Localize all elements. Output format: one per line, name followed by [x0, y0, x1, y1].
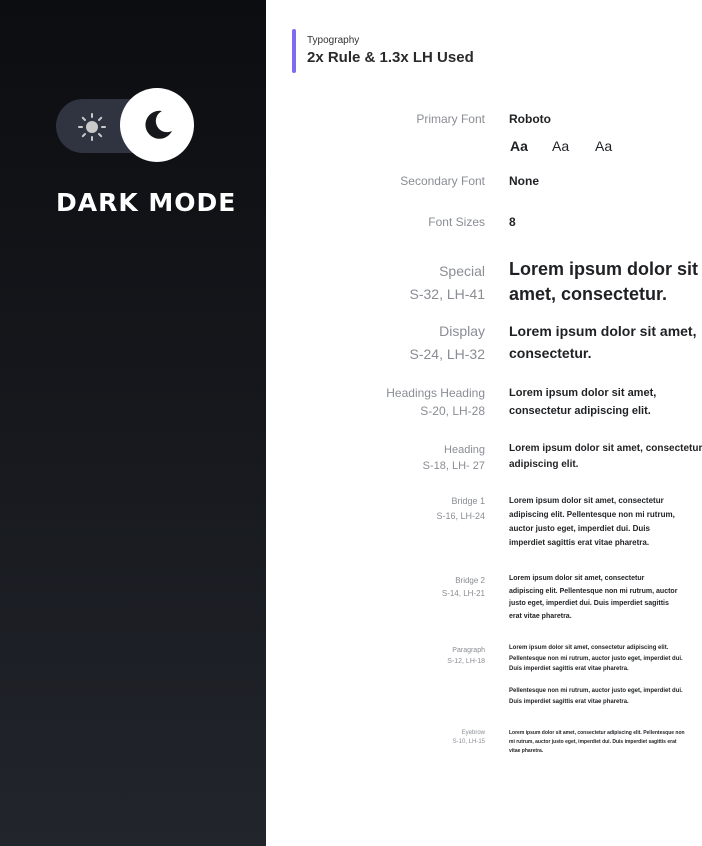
- style-label-eyebrow: [453, 729, 485, 747]
- sample-line: consectetur adipiscing elit.: [509, 405, 651, 417]
- style-label-paragraph: [447, 645, 485, 667]
- sample-line: adipiscing elit. Pellentesque non mi rutrum, auctor: [509, 587, 678, 595]
- style-label-bridge-2: [442, 574, 485, 600]
- style-name: Bridge 1: [451, 496, 485, 506]
- sample-line: auctor justo eget, imperdiet dui. Duis: [509, 524, 650, 533]
- sample-line: vitae pharetra.: [509, 748, 544, 754]
- sample-display: [509, 320, 697, 364]
- moon-icon: [140, 107, 176, 143]
- sample-line: justo eget, imperdiet dui. Duis imperdiet sagittis: [509, 600, 669, 607]
- sample-line: Duis imperdiet sagittis erat vitae pharetra.: [509, 698, 629, 705]
- sample-bridge-2: [509, 573, 678, 623]
- sample-paragraph: [509, 643, 683, 675]
- style-name: Headings Heading: [386, 386, 485, 400]
- style-label-heading: [423, 442, 485, 474]
- style-spec: S-12, LH-18: [447, 658, 485, 665]
- style-name: Heading: [444, 444, 485, 456]
- primary-font-label: Primary Font: [416, 112, 485, 126]
- sample-line: Lorem ipsum dolor sit amet,: [509, 387, 657, 399]
- weight-sample-bold: Aa: [510, 138, 528, 154]
- sample-headings-heading: [509, 384, 656, 420]
- font-sizes-value: 8: [509, 215, 516, 229]
- sample-eyebrow: [509, 729, 685, 756]
- style-label-bridge-1: [436, 494, 485, 524]
- sample-paragraph-2: [509, 686, 683, 707]
- style-spec: S-14, LH-21: [441, 589, 485, 598]
- weight-sample-medium: Aa: [552, 138, 570, 154]
- sample-line: Pellentesque non mi rutrum, auctor justo eget, imperdiet dui.: [509, 688, 683, 694]
- style-name: Special: [439, 263, 485, 279]
- sample-line: Lorem ipsum dolor sit amet,: [509, 323, 697, 339]
- style-spec: S-16, LH-24: [436, 511, 485, 521]
- secondary-font-value: None: [509, 174, 539, 188]
- style-name: Display: [439, 323, 485, 339]
- style-spec: S-24, LH-32: [409, 346, 485, 362]
- sample-line: amet, consectetur.: [509, 284, 668, 304]
- sample-line: Lorem ipsum dolor sit amet, consectetur: [509, 443, 702, 454]
- style-spec: S-20, LH-28: [420, 404, 485, 418]
- sample-special: [509, 257, 699, 307]
- sample-line: erat vitae pharetra.: [509, 612, 572, 620]
- sample-line: mi rutrum, auctor justo eget, imperdiet dui. Duis imperdiet sagittis erat: [509, 739, 677, 745]
- section-eyebrow: Typography: [307, 35, 360, 46]
- dark-mode-title: DARK MODE: [56, 188, 237, 217]
- sample-line: imperdiet sagittis erat vitae pharetra.: [509, 538, 650, 547]
- sample-line: adipiscing elit.: [509, 459, 579, 470]
- weight-sample-regular: Aa: [595, 138, 613, 154]
- style-spec: S-32, LH-41: [409, 286, 485, 302]
- sample-line: Lorem ipsum dolor sit amet, consectetur adipiscing elit. Pellentesque non: [509, 730, 685, 736]
- secondary-font-label: Secondary Font: [400, 174, 485, 188]
- style-label-special: [410, 260, 485, 306]
- style-label-headings-heading: [386, 384, 485, 420]
- style-spec: S-18, LH- 27: [422, 460, 485, 472]
- style-spec: S-10, LH-15: [452, 739, 485, 745]
- section-accent-bar: [292, 29, 296, 73]
- sample-line: Duis imperdiet sagittis erat vitae pharetra.: [509, 666, 629, 672]
- style-name: Paragraph: [452, 647, 485, 654]
- font-sizes-label: Font Sizes: [428, 215, 485, 229]
- style-name: Bridge 2: [455, 576, 485, 585]
- style-name: Eyebrow: [461, 730, 485, 736]
- sample-bridge-1: [509, 494, 675, 550]
- sample-line: consectetur.: [509, 345, 592, 361]
- sample-line: Pellentesque non mi rutrum, auctor justo eget, imperdiet dui.: [509, 655, 683, 662]
- sample-line: Lorem ipsum dolor sit amet, consectetur: [509, 575, 645, 582]
- sample-line: Lorem ipsum dolor sit: [509, 259, 699, 279]
- section-title: 2x Rule & 1.3x LH Used: [307, 49, 474, 66]
- sample-line: adipiscing elit. Pellentesque non mi rutrum,: [509, 510, 675, 519]
- sample-line: Lorem ipsum dolor sit amet, consectetur: [509, 496, 664, 505]
- sample-line: Lorem ipsum dolor sit amet, consectetur adipiscing elit.: [509, 645, 669, 651]
- sun-icon[interactable]: [77, 112, 107, 142]
- sample-heading: [509, 441, 702, 473]
- style-label-display: [410, 320, 485, 366]
- primary-font-value: Roboto: [509, 112, 551, 126]
